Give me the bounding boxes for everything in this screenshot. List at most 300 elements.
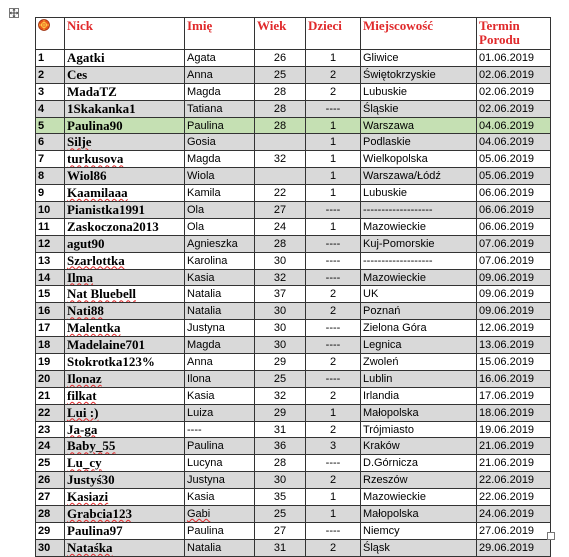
termin-cell-text: 21.06.2019 — [479, 440, 535, 453]
row-number — [36, 354, 65, 371]
dzieci-cell-text: ---- — [325, 203, 341, 216]
table-row — [36, 168, 551, 185]
row-number-text: 21 — [38, 389, 51, 402]
termin-cell-text: 02.06.2019 — [479, 102, 535, 115]
miejscowosc-cell — [361, 522, 477, 539]
wiek-cell-text: 25 — [273, 68, 287, 81]
termin-cell-text: 19.06.2019 — [479, 423, 535, 436]
dzieci-cell — [306, 185, 361, 202]
dzieci-cell — [306, 455, 361, 472]
termin-cell — [477, 506, 551, 523]
header-miejscowosc: Miejscowość — [361, 18, 477, 50]
imie-cell — [185, 100, 255, 117]
dzieci-cell — [306, 320, 361, 337]
nick-cell-text: filkat — [67, 387, 97, 403]
imie-cell — [185, 539, 255, 556]
header-wiek: Wiek — [255, 18, 306, 50]
wiek-cell — [255, 100, 306, 117]
termin-cell — [477, 337, 551, 354]
nick-cell-text: Stokrotka123% — [67, 353, 155, 369]
nick-cell-text: Kaamilaaa — [67, 185, 128, 201]
nick-cell-text: Grabcia123 — [67, 505, 132, 521]
row-number — [36, 134, 65, 151]
termin-cell — [477, 404, 551, 421]
header-imie: Imię — [185, 18, 255, 50]
nick-cell-text: Szarlottka — [67, 252, 125, 268]
wiek-cell — [255, 185, 306, 202]
wiek-cell — [255, 202, 306, 219]
imie-cell-text: Karolina — [187, 254, 228, 267]
termin-cell — [477, 50, 551, 67]
wiek-cell — [255, 252, 306, 269]
termin-cell — [477, 100, 551, 117]
table-move-handle-icon[interactable] — [9, 8, 19, 18]
wiek-cell — [255, 337, 306, 354]
wiek-cell-text: 29 — [273, 355, 287, 368]
dzieci-cell — [306, 370, 361, 387]
miejscowosc-cell — [361, 50, 477, 67]
nick-cell-text: Zaskoczona2013 — [67, 218, 159, 234]
wiek-cell — [255, 506, 306, 523]
dzieci-cell-text: ---- — [325, 237, 341, 250]
wiek-cell — [255, 421, 306, 438]
termin-cell — [477, 522, 551, 539]
dzieci-cell-text: 2 — [329, 355, 337, 368]
nick-cell — [65, 421, 185, 438]
table-row — [36, 370, 551, 387]
termin-cell — [477, 83, 551, 100]
miejscowosc-cell-text: Warszawa — [363, 119, 414, 132]
termin-cell — [477, 387, 551, 404]
miejscowosc-cell — [361, 117, 477, 134]
wiek-cell-text: 30 — [273, 305, 287, 318]
nick-cell — [65, 489, 185, 506]
dzieci-cell-text: 1 — [329, 170, 337, 183]
nick-cell — [65, 337, 185, 354]
dzieci-cell-text: 1 — [329, 491, 337, 504]
termin-cell — [477, 489, 551, 506]
nick-cell-text: Madelaine701 — [67, 337, 145, 353]
wiek-cell — [255, 455, 306, 472]
wiek-cell-text: 24 — [273, 220, 287, 233]
imie-cell-text: Kasia — [187, 271, 215, 284]
table-row — [36, 235, 551, 252]
wiek-cell-text: 31 — [273, 541, 287, 554]
termin-cell-text: 27.06.2019 — [479, 524, 535, 537]
wiek-cell — [255, 168, 306, 185]
row-number — [36, 252, 65, 269]
termin-cell — [477, 151, 551, 168]
miejscowosc-cell-text: Legnica — [363, 339, 402, 352]
miejscowosc-cell-text: Rzeszów — [363, 474, 408, 487]
termin-cell-text: 04.06.2019 — [479, 119, 535, 132]
row-number — [36, 185, 65, 202]
miejscowosc-cell — [361, 354, 477, 371]
termin-cell — [477, 117, 551, 134]
termin-cell-text: 16.06.2019 — [479, 372, 535, 385]
wiek-cell-text: 30 — [273, 474, 287, 487]
imie-cell-text: Magda — [187, 153, 221, 166]
row-number — [36, 117, 65, 134]
dzieci-cell — [306, 252, 361, 269]
row-number-text: 6 — [38, 136, 45, 149]
table-row — [36, 185, 551, 202]
termin-cell — [477, 421, 551, 438]
nick-cell — [65, 269, 185, 286]
imie-cell-text: Agnieszka — [187, 237, 238, 250]
termin-cell-text: 06.06.2019 — [479, 203, 535, 216]
nick-cell — [65, 252, 185, 269]
wiek-cell-text: 30 — [273, 322, 287, 335]
wiek-cell-text: 28 — [273, 237, 287, 250]
termin-cell — [477, 354, 551, 371]
nick-cell — [65, 235, 185, 252]
nick-cell — [65, 522, 185, 539]
termin-cell — [477, 252, 551, 269]
wiek-cell — [255, 489, 306, 506]
table-row — [36, 151, 551, 168]
imie-cell-text: Justyna — [187, 322, 225, 335]
termin-cell — [477, 168, 551, 185]
nick-cell-text: turkusova — [67, 151, 124, 167]
nick-cell-text: Wiol86 — [67, 168, 107, 184]
nick-cell — [65, 506, 185, 523]
nick-cell-text: Justyś30 — [67, 472, 115, 488]
miejscowosc-cell — [361, 168, 477, 185]
miejscowosc-cell-text: Kuj-Pomorskie — [363, 237, 435, 250]
row-number-text: 23 — [38, 423, 51, 436]
row-number — [36, 506, 65, 523]
nick-cell — [65, 50, 185, 67]
imie-cell — [185, 269, 255, 286]
termin-cell-text: 29.06.2019 — [479, 541, 535, 554]
imie-cell — [185, 66, 255, 83]
miejscowosc-cell — [361, 100, 477, 117]
dzieci-cell-text: ---- — [325, 339, 341, 352]
row-number-text: 10 — [38, 203, 51, 216]
wiek-cell — [255, 539, 306, 556]
row-number — [36, 404, 65, 421]
termin-cell-text: 05.06.2019 — [479, 170, 535, 183]
imie-cell-text: Paulina — [187, 440, 224, 453]
row-number — [36, 421, 65, 438]
wiek-cell — [255, 235, 306, 252]
nick-cell-text: agut90 — [67, 235, 105, 251]
nick-cell — [65, 539, 185, 556]
miejscowosc-cell — [361, 387, 477, 404]
nick-cell-text: Ces — [67, 66, 88, 82]
row-number — [36, 235, 65, 252]
imie-cell-text: Anna — [187, 68, 213, 81]
table-row — [36, 522, 551, 539]
imie-cell — [185, 151, 255, 168]
miejscowosc-cell — [361, 252, 477, 269]
dzieci-cell-text: 2 — [329, 68, 337, 81]
row-number — [36, 320, 65, 337]
imie-cell-text: Kasia — [187, 389, 215, 402]
row-number — [36, 438, 65, 455]
table-row — [36, 252, 551, 269]
dzieci-cell-text: 2 — [329, 541, 337, 554]
row-number-text: 12 — [38, 237, 51, 250]
header-termin-porodu: Termin Porodu — [477, 18, 551, 50]
termin-cell — [477, 472, 551, 489]
table-body — [36, 50, 551, 557]
wiek-cell — [255, 218, 306, 235]
row-number — [36, 50, 65, 67]
miejscowosc-cell — [361, 421, 477, 438]
termin-cell — [477, 303, 551, 320]
miejscowosc-cell-text: Mazowieckie — [363, 271, 426, 284]
miejscowosc-cell — [361, 66, 477, 83]
termin-cell — [477, 134, 551, 151]
dzieci-cell-text: 2 — [329, 288, 337, 301]
dzieci-cell-text: ---- — [325, 102, 341, 115]
row-number-text: 16 — [38, 305, 51, 318]
nick-cell-text: Ilonaz — [67, 370, 102, 386]
imie-cell-text: Ilona — [187, 372, 211, 385]
wiek-cell — [255, 151, 306, 168]
miejscowosc-cell — [361, 235, 477, 252]
dzieci-cell — [306, 337, 361, 354]
nick-cell-text: Kasiazi — [67, 489, 109, 505]
imie-cell — [185, 252, 255, 269]
miejscowosc-cell-text: Gliwice — [363, 51, 399, 64]
imie-cell-text: Natalia — [187, 305, 222, 318]
dzieci-cell — [306, 387, 361, 404]
row-number — [36, 370, 65, 387]
imie-cell-text: Gabi — [187, 507, 211, 520]
nick-cell-text: Nataśka — [67, 539, 113, 555]
miejscowosc-cell-text: Małopolska — [363, 406, 419, 419]
imie-cell — [185, 387, 255, 404]
miejscowosc-cell — [361, 269, 477, 286]
wiek-cell-text: 26 — [273, 51, 287, 64]
imie-cell-text: Ola — [187, 203, 205, 216]
termin-cell-text: 21.06.2019 — [479, 457, 535, 470]
orange-ball-icon — [38, 19, 50, 31]
wiek-cell-text: 22 — [273, 187, 287, 200]
imie-cell — [185, 455, 255, 472]
imie-cell — [185, 354, 255, 371]
table-resize-handle[interactable] — [547, 532, 555, 540]
table-row — [36, 66, 551, 83]
imie-cell — [185, 303, 255, 320]
wiek-cell-text: 28 — [273, 119, 287, 132]
miejscowosc-cell — [361, 218, 477, 235]
imie-cell — [185, 438, 255, 455]
termin-cell-text: 07.06.2019 — [479, 237, 535, 250]
dzieci-cell — [306, 50, 361, 67]
row-number — [36, 522, 65, 539]
dzieci-cell — [306, 438, 361, 455]
miejscowosc-cell-text: Świętokrzyskie — [363, 68, 436, 81]
wiek-cell-text: 36 — [273, 440, 287, 453]
termin-cell-text: 07.06.2019 — [479, 254, 535, 267]
termin-cell — [477, 66, 551, 83]
table-row — [36, 489, 551, 506]
row-number — [36, 66, 65, 83]
row-number-text: 1 — [38, 51, 45, 64]
miejscowosc-cell-text: Podlaskie — [363, 136, 411, 149]
imie-cell-text: ---- — [187, 423, 202, 436]
dzieci-cell — [306, 168, 361, 185]
wiek-cell — [255, 354, 306, 371]
nick-cell — [65, 100, 185, 117]
miejscowosc-cell-text: Lublin — [363, 372, 393, 385]
wiek-cell-text: 32 — [273, 389, 287, 402]
dzieci-cell-text: 2 — [329, 423, 337, 436]
dzieci-cell-text: ---- — [325, 322, 341, 335]
wiek-cell-text: 28 — [273, 85, 287, 98]
termin-cell-text: 15.06.2019 — [479, 355, 535, 368]
table-row — [36, 472, 551, 489]
table-row — [36, 218, 551, 235]
nick-cell-text: Malentka — [67, 320, 121, 336]
termin-cell — [477, 202, 551, 219]
wiek-cell-text: 25 — [273, 372, 287, 385]
termin-cell — [477, 455, 551, 472]
miejscowosc-cell-text: Irlandia — [363, 389, 400, 402]
termin-cell-text: 01.06.2019 — [479, 51, 535, 64]
wiek-cell-text: 31 — [273, 423, 287, 436]
wiek-cell — [255, 269, 306, 286]
table-row — [36, 202, 551, 219]
nick-cell — [65, 404, 185, 421]
row-number — [36, 489, 65, 506]
row-number-text: 14 — [38, 271, 51, 284]
termin-cell — [477, 438, 551, 455]
imie-cell-text: Luiza — [187, 406, 214, 419]
nick-cell-text: Pianistka1991 — [67, 201, 146, 217]
header-row — [36, 18, 551, 50]
row-number-text: 9 — [38, 187, 45, 200]
imie-cell — [185, 50, 255, 67]
miejscowosc-cell — [361, 455, 477, 472]
wiek-cell-text: 28 — [273, 457, 287, 470]
miejscowosc-cell-text: Zielona Góra — [363, 322, 427, 335]
miejscowosc-cell — [361, 185, 477, 202]
row-number — [36, 387, 65, 404]
nick-cell — [65, 472, 185, 489]
table-row — [36, 337, 551, 354]
wiek-cell-text: 32 — [273, 271, 287, 284]
imie-cell-text: Tatiana — [187, 102, 223, 115]
header-dzieci: Dzieci — [306, 18, 361, 50]
row-number-text: 7 — [38, 153, 45, 166]
row-number-text: 29 — [38, 524, 51, 537]
wiek-cell-text: 27 — [273, 203, 287, 216]
table-row — [36, 354, 551, 371]
miejscowosc-cell-text: Poznań — [363, 305, 401, 318]
dzieci-cell-text: 1 — [329, 153, 337, 166]
miejscowosc-cell-text: ------------------- — [363, 254, 433, 267]
table-row — [36, 303, 551, 320]
termin-cell-text: 22.06.2019 — [479, 491, 535, 504]
wiek-cell — [255, 387, 306, 404]
row-number-text: 15 — [38, 288, 51, 301]
miejscowosc-cell — [361, 286, 477, 303]
row-number-text: 24 — [38, 440, 51, 453]
dzieci-cell — [306, 218, 361, 235]
termin-cell-text: 17.06.2019 — [479, 389, 535, 402]
row-number-text: 4 — [38, 102, 45, 115]
miejscowosc-cell — [361, 370, 477, 387]
nick-cell-text: MadaTZ — [67, 83, 117, 99]
termin-cell-text: 06.06.2019 — [479, 187, 535, 200]
imie-cell — [185, 472, 255, 489]
miejscowosc-cell — [361, 489, 477, 506]
termin-cell-text: 09.06.2019 — [479, 288, 535, 301]
wiek-cell — [255, 370, 306, 387]
row-number — [36, 539, 65, 556]
row-number-text: 20 — [38, 372, 51, 385]
dzieci-cell-text: ---- — [325, 254, 341, 267]
termin-cell — [477, 320, 551, 337]
nick-cell — [65, 303, 185, 320]
termin-cell — [477, 269, 551, 286]
termin-cell-text: 24.06.2019 — [479, 507, 535, 520]
nick-cell — [65, 66, 185, 83]
termin-cell-text: 06.06.2019 — [479, 220, 535, 233]
imie-cell — [185, 489, 255, 506]
miejscowosc-cell — [361, 320, 477, 337]
nick-cell — [65, 151, 185, 168]
row-number — [36, 100, 65, 117]
row-number-text: 19 — [38, 355, 51, 368]
miejscowosc-cell-text: Małopolska — [363, 507, 419, 520]
dzieci-cell — [306, 522, 361, 539]
dzieci-cell — [306, 66, 361, 83]
row-number-text: 22 — [38, 406, 51, 419]
imie-cell-text: Anna — [187, 355, 213, 368]
miejscowosc-cell-text: Warszawa/Łódź — [363, 170, 441, 183]
imie-cell — [185, 202, 255, 219]
imie-cell — [185, 421, 255, 438]
row-number-text: 8 — [38, 170, 45, 183]
termin-cell-text: 12.06.2019 — [479, 322, 535, 335]
nick-cell — [65, 387, 185, 404]
nick-cell-text: Baby_55 — [67, 438, 116, 454]
table-row — [36, 286, 551, 303]
row-number-text: 18 — [38, 339, 51, 352]
data-table — [35, 17, 551, 557]
table-row — [36, 506, 551, 523]
termin-cell — [477, 539, 551, 556]
imie-cell — [185, 235, 255, 252]
nick-cell-text: 1Skakanka1 — [67, 100, 136, 116]
imie-cell — [185, 506, 255, 523]
termin-cell-text: 09.06.2019 — [479, 271, 535, 284]
imie-cell — [185, 286, 255, 303]
table-row — [36, 100, 551, 117]
dzieci-cell — [306, 404, 361, 421]
dzieci-cell — [306, 117, 361, 134]
wiek-cell — [255, 83, 306, 100]
miejscowosc-cell — [361, 202, 477, 219]
miejscowosc-cell-text: Mazowieckie — [363, 220, 426, 233]
nick-cell-text: Lu_cy — [67, 455, 102, 471]
row-number — [36, 286, 65, 303]
nick-cell — [65, 168, 185, 185]
miejscowosc-cell — [361, 506, 477, 523]
row-number-text: 13 — [38, 254, 51, 267]
imie-cell-text: Agata — [187, 51, 216, 64]
row-number — [36, 168, 65, 185]
nick-cell — [65, 320, 185, 337]
wiek-cell-text: 32 — [273, 153, 287, 166]
dzieci-cell — [306, 269, 361, 286]
